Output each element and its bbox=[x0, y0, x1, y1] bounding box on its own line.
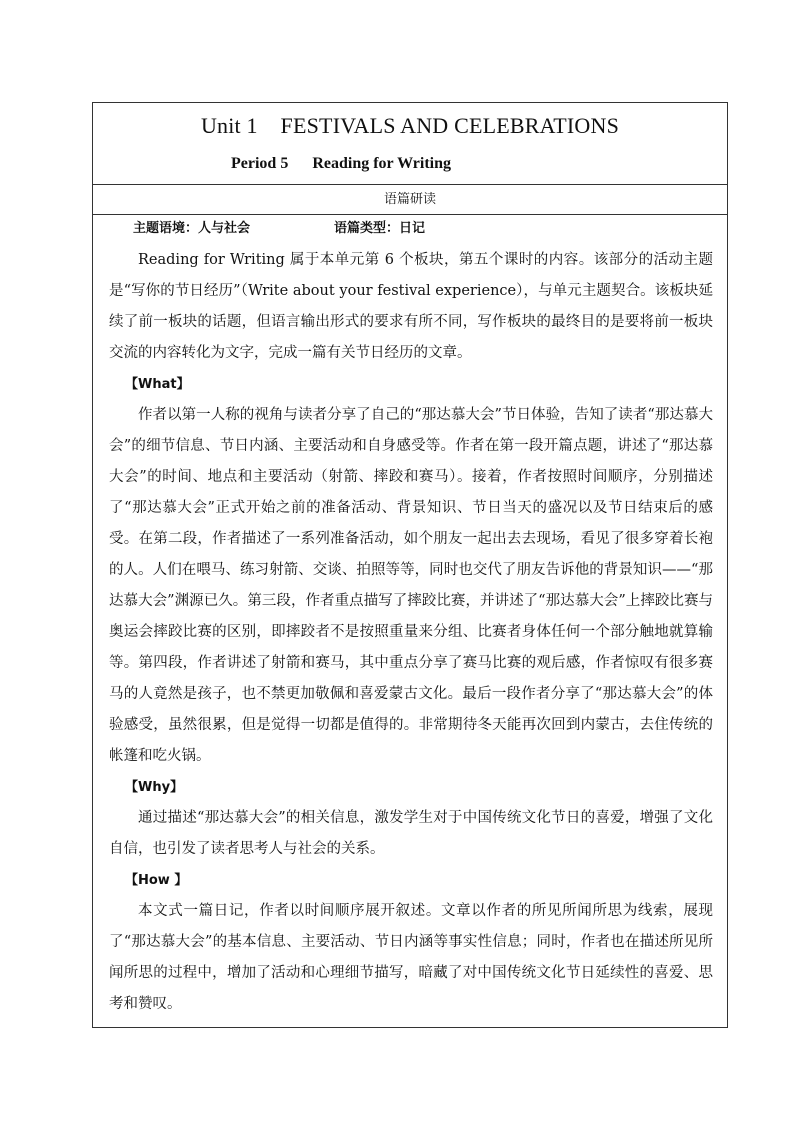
unit-title: Unit 1 FESTIVALS AND CELEBRATIONS bbox=[200, 113, 620, 138]
how-heading: 【How 】 bbox=[125, 873, 188, 888]
what-paragraph: 作者以第一人称的视角与读者分享了自己的“那达慕大会”节日体验，告知了读者“那达慕大会”的细节信息、节日内涵、主要活动和自身感受等。作者在第一段开篇点题，讲述了“那达慕大会”的时间、地点和主要活动（射箭、摔跤和赛马）。接着，作者按照时间顺序，分别描述了“那达慕大会”正式开始之前的准备活动、背景知识、节日当天的盛况以及节日结束后的感受。在第二段，作者描述了一系列准备活动，如个朋友一起出去去现场，看见了很多穿着长袍的人。人们在喂马、练习射箭、交谈、拍照等等，同时也交代了朋友告诉他的背景知识——“那达慕大会”渊源已久。第三段，作者重点描写了摔跤比赛，并讲述了“那达慕大会”上摔跤比赛与奥运会摔跤比赛的区别，即摔跤者不是按照重量来分组、比赛者身体任何一个部分触地就算输等。第四段，作者讲述了射箭和赛马，其中重点分享了赛马比赛的观后感，作者惊叹有很多赛马的人竟然是孩子，也不禁更加敬佩和喜爱蒙古文化。最后一段作者分享了“那达慕大会”的体验感受，虽然很累，但是觉得一切都是值得的。非常期待冬天能再次回到内蒙古，去住传统的帐篷和吃火锅。 bbox=[109, 407, 713, 764]
theme-context: 主题语境：人与社会 bbox=[133, 221, 251, 236]
what-heading: 【What】 bbox=[125, 377, 190, 392]
content-cell bbox=[109, 215, 713, 1020]
why-heading: 【Why】 bbox=[125, 780, 184, 795]
why-paragraph: 通过描述“那达慕大会”的相关信息，激发学生对于中国传统文化节日的喜爱，增强了文化自信，也引发了读者思考人与社会的关系。 bbox=[109, 810, 713, 857]
text-type: 语篇类型：日记 bbox=[334, 221, 426, 236]
meta-line bbox=[109, 219, 713, 239]
lesson-plan-table bbox=[92, 102, 728, 1028]
how-paragraph: 本文式一篇日记，作者以时间顺序展开叙述。文章以作者的所见所闻所思为线索，展现了“那达慕大会”的基本信息、主要活动、节日内涵等事实性信息；同时，作者也在描述所见所闻所思的过程中，增加了活动和心理细节描写，暗藏了对中国传统文化节日延续性的喜爱、思考和赞叹。 bbox=[109, 903, 713, 1012]
title-cell bbox=[93, 103, 727, 185]
section-label: 语篇研读 bbox=[93, 185, 727, 215]
period-title: Period 5 Reading for Writing bbox=[231, 155, 451, 172]
intro-paragraph: Reading for Writing 属于本单元第 6 个板块，第五个课时的内容。该部分的活动主题是“写你的节日经历”（Write about your festival experience），与单元主题契合。该板块延续了前一板块的话题，但语言输出形式的要求有所不同，写作板块的最终目的是要将前一板块交流的内容转化为文字，完成一篇有关节日经历的文章。 bbox=[109, 252, 713, 361]
